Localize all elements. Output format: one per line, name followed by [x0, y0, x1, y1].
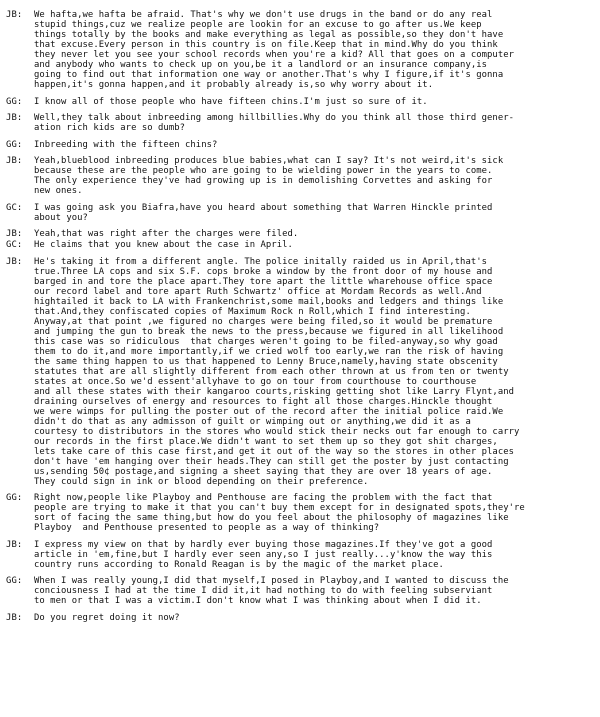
- speaker-label: GC:: [6, 240, 23, 250]
- speaker-label: JB:: [6, 10, 23, 20]
- entry-text: I was going ask you Biafra,have you heard about something that Warren Hinckle printed about you?: [34, 202, 493, 223]
- transcript-entry: [6, 97, 592, 107]
- transcript-entry: [6, 140, 592, 150]
- speaker-label: JB:: [6, 539, 23, 550]
- transcript-entry: [6, 240, 592, 250]
- transcript-entry: [6, 203, 592, 223]
- speaker-label: JB:: [6, 612, 23, 623]
- speaker-label: JB:: [6, 156, 23, 166]
- speaker-label: GG:: [6, 576, 23, 586]
- entry-text: He's taking it from a different angle. The police initally raided us in April,that's true.Three LA cops and six S.F. cops broke a window by the front door of my house and barged in and tore the place apart.They tore apart the little wharehouse office space our record label and tore apart Ruth Schwartz' office at Mordam Records as well.And hightailed it back to LA with Frankenchrist,some mail,books and ledgers and things like that.And,they confiscated copies of Maximum Rock n Roll,which I find interesting. Anyway,at that point ,we figured no charges were being filed,so it would be premature and jumping the gun to break the news to the press,because we figured in all likelihood this case was so ridiculous that charges weren't going to be filed-anyway,so why goad them to do it,and more importantly,if we cried wolf too early,we ran the risk of having the same thing happen to us that happened to Lenny Bruce,namely,having state obscenity statutes that are all slightly different from each other thrown at us from ten or twenty states at once.So we'd essent'allyhave to go on tour from courthouse to courthouse and all these states with their kangaroo courts,risking getting shot like Larry Flynt,and draining ourselves of energy and resources to fight all those charges.Hinckle thought we were wimps for pulling the poster out of the record after the initial police raid.We didn't do that as any admisson of guilt or wimping out or anything,we did it as a courtesy to distributors in the stores who would stick their necks out far enough to carry our records in the first place.We didn't want to set them up so they got shit charges, lets take care of this case first,and get it out of the way so the stores in other places don't have 'em hanging over their heads.They can still get the poster by just contacting us,sending 50¢ postage,and signing a sheet saying that they are over 18 years of age. They could sign in ink or blood depending on their preference.: [34, 256, 520, 487]
- speaker-label: JB:: [6, 113, 23, 123]
- speaker-label: JB:: [6, 229, 23, 239]
- entry-text: When I was really young,I did that myself,I posed in Playboy,and I wanted to discuss the conciousness I had at the time I did it,it had nothing to do with feeling subserviant to men or that I was a victim.I don't know what I was thinking about when I did it.: [34, 576, 509, 606]
- entry-text: Yeah,blueblood inbreeding produces blue babies,what can I say? It's not weird,it's sick because these are the people who are going to be wielding power in the years to come. The only experience they've had growing up is in demolishing Corvettes and asking for new ones.: [34, 156, 504, 196]
- transcript-entry: [6, 156, 592, 196]
- transcript-entry: [6, 613, 592, 623]
- transcript-entry: [6, 257, 592, 487]
- entry-text: Yeah,that was right after the charges were filed.: [34, 229, 299, 239]
- speaker-label: GG:: [6, 493, 23, 503]
- transcript-entry: [6, 10, 592, 90]
- speaker-label: JB:: [6, 256, 23, 267]
- entry-text: I express my view on that by hardly ever buying those magazines.If they've got a good article in 'em,fine,but I hardly ever seen any,so I just really...y'know the way this country runs according to Ronald Reagan is by the magic of the market place.: [34, 539, 493, 570]
- entry-text: I know all of those people who have fifteen chins.I'm just so sure of it.: [34, 96, 428, 107]
- transcript-entry: [6, 113, 592, 133]
- entry-text: We hafta,we hafta be afraid. That's why we don't use drugs in the band or do any real stupid things,cuz we realize people are lookin for an excuse to go after us.We keep things totally by the books and make everything as legal as possible,so they don't have that excuse.Every person in this country is on file.Keep that in mind.Why do you think they never let you see your school records when you're a kid? All that goes on a computer and anybody who wants to check up on you,be it a landlord or an insurance company,is going to find out that information one way or another.That's why I figure,if it's gonna happen,it's gonna happen,and it probably already is,so why worry about it.: [34, 10, 514, 90]
- entry-text: Inbreeding with the fifteen chins?: [34, 139, 218, 150]
- entry-text: He claims that you knew about the case in April.: [34, 240, 293, 250]
- transcript-entry: [6, 493, 592, 533]
- speaker-label: GG:: [6, 96, 23, 107]
- transcript-entry: [6, 540, 592, 570]
- transcript-entry: [6, 576, 592, 606]
- entry-text: Well,they talk about inbreeding among hillbillies.Why do you think all those third gener- ation rich kids are so dumb?: [34, 113, 514, 133]
- transcript-entry: [6, 229, 592, 239]
- entry-text: Right now,people like Playboy and Penthouse are facing the problem with the fact that people are trying to make it that you can't buy them except for in designated spots,they're sort of facing the same thing,but how do you feel about the philosophy of magazines like Playboy and Penthouse presented to people as a way of thinking?: [34, 493, 525, 533]
- entry-text: Do you regret doing it now?: [34, 612, 180, 623]
- speaker-label: GC:: [6, 202, 23, 213]
- speaker-label: GG:: [6, 139, 23, 150]
